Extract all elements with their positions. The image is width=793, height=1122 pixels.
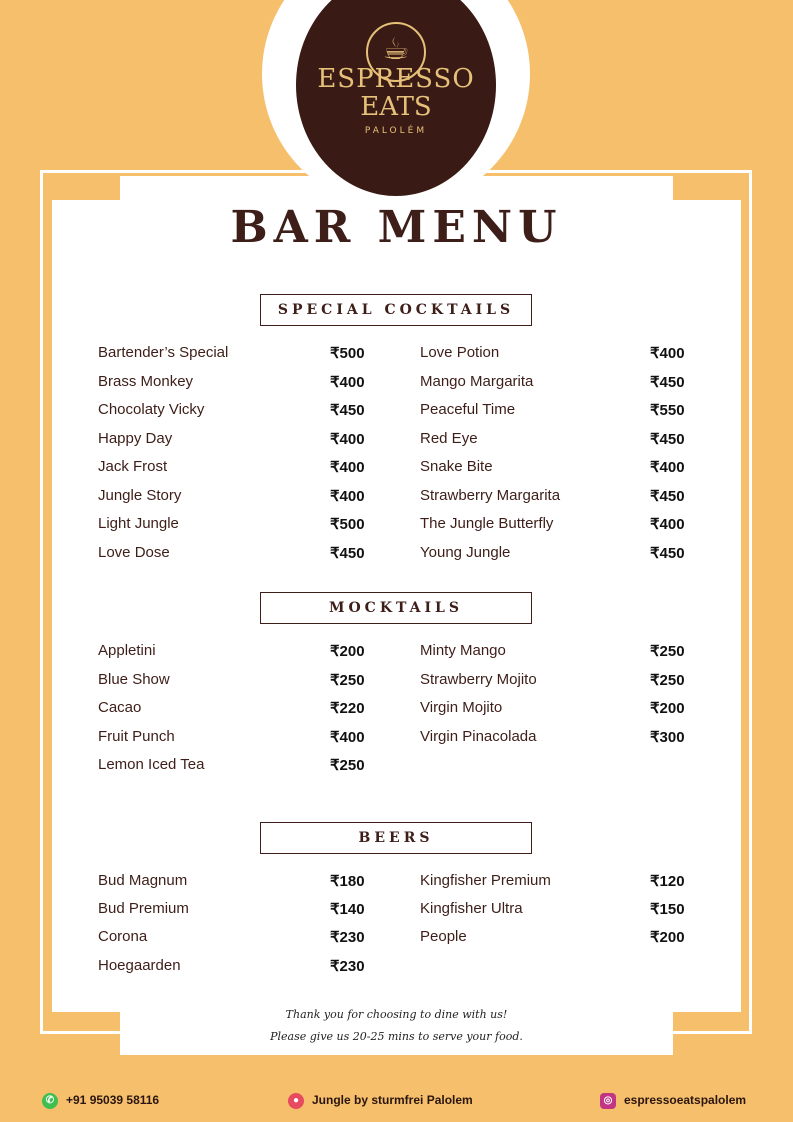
menu-item-name: Strawberry Mojito: [420, 670, 537, 688]
menu-item-price: ₹450: [650, 373, 685, 391]
location-text: Jungle by sturmfrei Palolem: [312, 1093, 473, 1108]
menu-item-price: ₹300: [650, 728, 685, 746]
menu-item-price: ₹230: [330, 957, 365, 975]
phone-icon: ✆: [42, 1093, 58, 1109]
menu-item-name: Blue Show: [98, 670, 170, 688]
menu-item-name: Lemon Iced Tea: [98, 756, 205, 773]
menu-item-name: Light Jungle: [98, 515, 179, 532]
instagram-handle: espressoeatspalolem: [624, 1093, 747, 1108]
menu-item-price: ₹450: [330, 544, 365, 562]
menu-item-name: Corona: [98, 928, 148, 946]
menu-item-name: Mango Margarita: [420, 372, 534, 390]
serve-time-line: Please give us 20-25 mins to serve your food.: [270, 1030, 523, 1043]
section-header-mocktails: MOCKTAILS: [260, 592, 532, 624]
menu-item-price: ₹450: [650, 487, 685, 505]
menu-item-name: Appletini: [98, 642, 156, 659]
menu-item-price: ₹200: [330, 643, 365, 660]
menu-item-price: ₹400: [650, 345, 685, 362]
menu-item-name: Love Potion: [420, 344, 500, 361]
menu-item-name: People: [420, 928, 467, 946]
menu-item-name: Love Dose: [98, 543, 170, 561]
menu-item-name: Happy Day: [98, 429, 173, 447]
menu-item-name: Hoegaarden: [98, 956, 181, 974]
menu-item-name: Jungle Story: [98, 486, 182, 504]
menu-item-name: The Jungle Butterfly: [420, 515, 554, 532]
menu-item-price: ₹400: [650, 459, 685, 476]
menu-item-price: ₹220: [330, 700, 365, 717]
menu-item-price: ₹500: [330, 516, 365, 533]
menu-item-price: ₹400: [330, 430, 365, 448]
menu-item-price: ₹250: [650, 671, 685, 689]
logo-name-line1: ESPRESSO: [317, 64, 475, 94]
menu-item-name: Bud Premium: [98, 900, 189, 918]
menu-item-price: ₹150: [650, 901, 685, 919]
menu-item-name: Peaceful Time: [420, 401, 516, 418]
menu-item-name: Strawberry Margarita: [420, 486, 561, 504]
footer-phone: [42, 1093, 159, 1109]
instagram-icon: ◎: [600, 1093, 616, 1109]
menu-item-price: ₹250: [650, 643, 685, 660]
logo-name-line2: EATS: [360, 92, 432, 122]
menu-item-name: Cacao: [98, 699, 142, 716]
menu-item-price: ₹200: [650, 929, 685, 947]
menu-item-name: Bartender’s Special: [98, 344, 229, 361]
menu-item-price: ₹200: [650, 700, 685, 717]
menu-item-price: ₹230: [330, 929, 365, 947]
menu-item-price: ₹140: [330, 901, 365, 919]
menu-item-price: ₹450: [330, 402, 365, 419]
menu-item-price: ₹400: [330, 487, 365, 505]
menu-item-name: Young Jungle: [420, 543, 511, 561]
menu-item-name: Red Eye: [420, 429, 478, 447]
logo-location: PALOLÉM: [364, 126, 428, 136]
coffee-cup-icon: ☕: [366, 22, 426, 82]
footer-location: [288, 1093, 473, 1109]
menu-item-name: Fruit Punch: [98, 727, 175, 745]
menu-item-name: Chocolaty Vicky: [98, 401, 205, 418]
menu-item-name: Jack Frost: [98, 458, 168, 475]
menu-item-price: ₹450: [650, 544, 685, 562]
menu-item-name: Brass Monkey: [98, 372, 194, 390]
menu-item-name: Bud Magnum: [98, 872, 188, 889]
section-header-special-cocktails: SPECIAL COCKTAILS: [260, 294, 532, 326]
section-header-beers: BEERS: [260, 822, 532, 854]
menu-item-price: ₹400: [650, 516, 685, 533]
menu-item-name: Virgin Pinacolada: [420, 727, 537, 745]
menu-item-price: ₹500: [330, 345, 365, 362]
menu-item-name: Kingfisher Ultra: [420, 900, 523, 918]
menu-item-name: Snake Bite: [420, 458, 493, 475]
menu-item-price: ₹250: [330, 757, 365, 774]
thank-you-line: Thank you for choosing to dine with us!: [285, 1008, 508, 1021]
menu-item-price: ₹400: [330, 373, 365, 391]
menu-item-price: ₹180: [330, 873, 365, 890]
footer-instagram: [600, 1093, 746, 1109]
menu-item-price: ₹450: [650, 430, 685, 448]
menu-item-price: ₹250: [330, 671, 365, 689]
page-title: BAR MENU: [230, 202, 563, 253]
menu-item-price: ₹400: [330, 459, 365, 476]
phone-number: +91 95039 58116: [66, 1093, 160, 1108]
menu-item-price: ₹550: [650, 402, 685, 419]
menu-item-price: ₹120: [650, 873, 685, 890]
location-pin-icon: ●: [288, 1093, 304, 1109]
menu-item-name: Minty Mango: [420, 642, 506, 659]
menu-item-name: Virgin Mojito: [420, 699, 503, 716]
menu-item-name: Kingfisher Premium: [420, 872, 551, 889]
menu-item-price: ₹400: [330, 728, 365, 746]
